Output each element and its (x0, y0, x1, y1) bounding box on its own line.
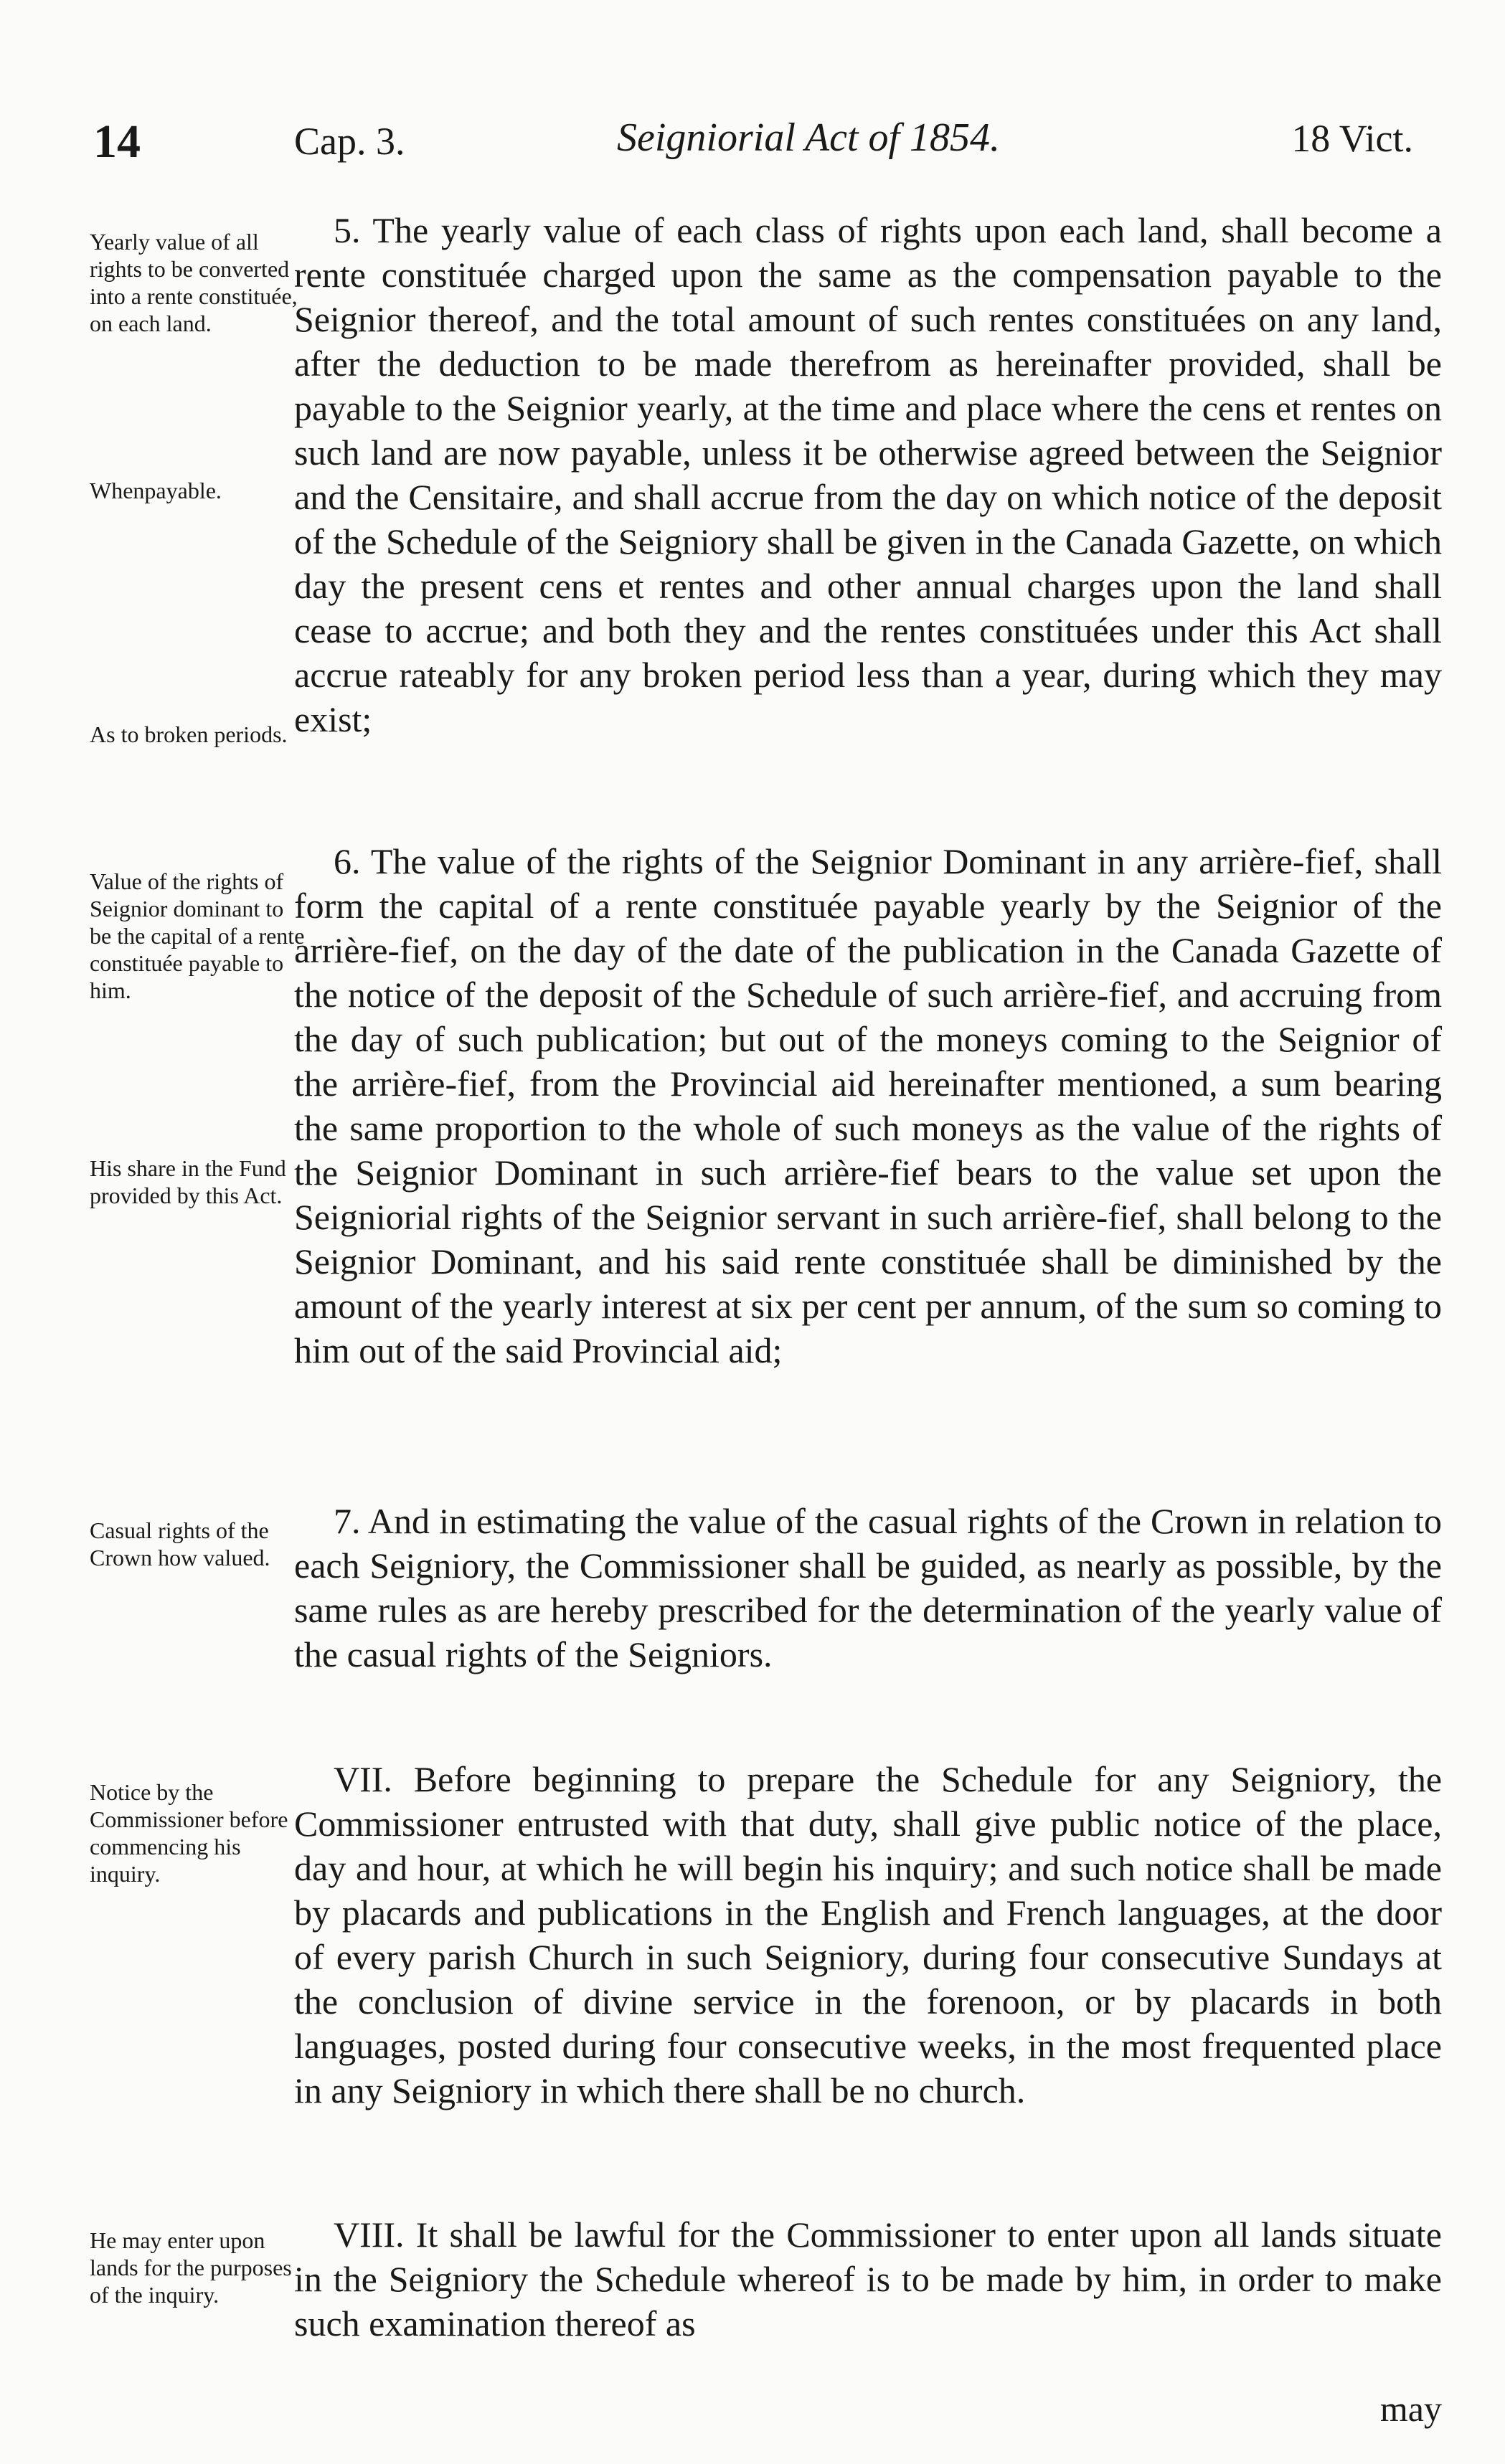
section-number: VII. (334, 1759, 392, 1799)
section-number: 7. (334, 1501, 361, 1541)
section-number: 6. (334, 841, 361, 881)
section-number: VIII. (334, 2214, 405, 2255)
margin-note: Whenpayable. (90, 478, 222, 503)
section-body: It shall be lawful for the Commissioner to enter upon all lands situate in the Seigniory the Schedule whereof is to be made by him, in order to make such examination thereof as (294, 2214, 1442, 2344)
section-text (294, 208, 1442, 741)
margin-note: He may enter upon lands for the purposes of the inquiry. (90, 2227, 292, 2308)
running-title: Seigniorial Act of 1854. (617, 115, 1001, 160)
page-header (93, 115, 1413, 179)
section-body: The yearly value of each class of rights upon each land, shall become a rente constituée charged upon the same as the compensation payable to the Seignior thereof, and the total amount of such rentes constituées on any land, after the deduction to be made therefrom as hereinafter provided, shall be payable to the Seignior yearly, at the time and place where the cens et rentes on such land are now payable, unless it be otherwise agreed between the Seignior and the Censitaire, and shall accrue from the day on which notice of the deposit of the Schedule of the Seigniory shall be given in the Canada Gazette, on which day the present cens et rentes and other annual charges upon the land shall cease to accrue; and both they and the rentes constituées under this Act shall accrue rateably for any broken period less than a year, during which they may exist; (294, 210, 1442, 739)
section-text (294, 2212, 1442, 2346)
regnal-year: 18 Vict. (1291, 117, 1413, 160)
section-body: Before beginning to prepare the Schedule for any Seigniory, the Commissioner entrusted with that duty, shall give public notice of the place, day and hour, at which he will begin his inquiry; and such notice shall be made by placards and publications in the English and French languages, at the door of every parish Church in such Seigniory, during four consecutive Sundays at the conclusion of divine service in the forenoon, or by placards in both languages, posted during four consecutive weeks, in the most frequented place in any Seigniory in which there shall be no church. (294, 1759, 1443, 2110)
section-body: The value of the rights of the Seignior Dominant in any arrière-fief, shall form the capital of a rente constituée payable yearly by the Seignior of the arrière-fief, on the day of the date of the publication in the Canada Gazette of the notice of the deposit of the Schedule of such arrière-fief, and accruing from the day of such publication; but out of the moneys coming to the Seignior of the arrière-fief, from the Provincial aid hereinafter mentioned, a sum bearing the same proportion to the whole of such moneys as the value of the rights of the Seignior Dominant in such arrière-fief bears to the value set upon the Seigniorial rights of the Seignior servant in such arrière-fief, shall belong to the Seignior Dominant, and his said rente constituée shall be diminished by the amount of the yearly interest at six per cent per annum, of the sum so coming to him out of the said Provincial aid; (294, 841, 1442, 1370)
catchword: may (1379, 2389, 1442, 2429)
section-text (294, 839, 1442, 1373)
margin-note: Casual rights of the Crown how valued. (90, 1517, 270, 1570)
section-body: And in estimating the value of the casual rights of the Crown in relation to each Seigniory, the Commissioner shall be guided, as nearly as possible, by the same rules as are hereby prescribed for the determination of the yearly value of the casual rights of the Seigniors. (294, 1501, 1442, 1674)
section-text (294, 1499, 1442, 1677)
margin-note: His share in the Fund provided by this Act. (90, 1155, 286, 1208)
chapter-label: Cap. 3. (294, 120, 405, 163)
margin-note: As to broken periods. (90, 721, 288, 747)
margin-note: Value of the rights of Seignior dominant to be the capital of a rente constituée payable to him. (90, 868, 305, 1003)
section-number: 5. (334, 210, 361, 250)
margin-note: Yearly value of all rights to be converted into a rente constituée, on each land. (90, 229, 298, 336)
margin-note: Notice by the Commissioner before commencing his inquiry. (90, 1779, 288, 1887)
section-text (294, 1757, 1442, 2113)
page-number: 14 (93, 115, 141, 168)
